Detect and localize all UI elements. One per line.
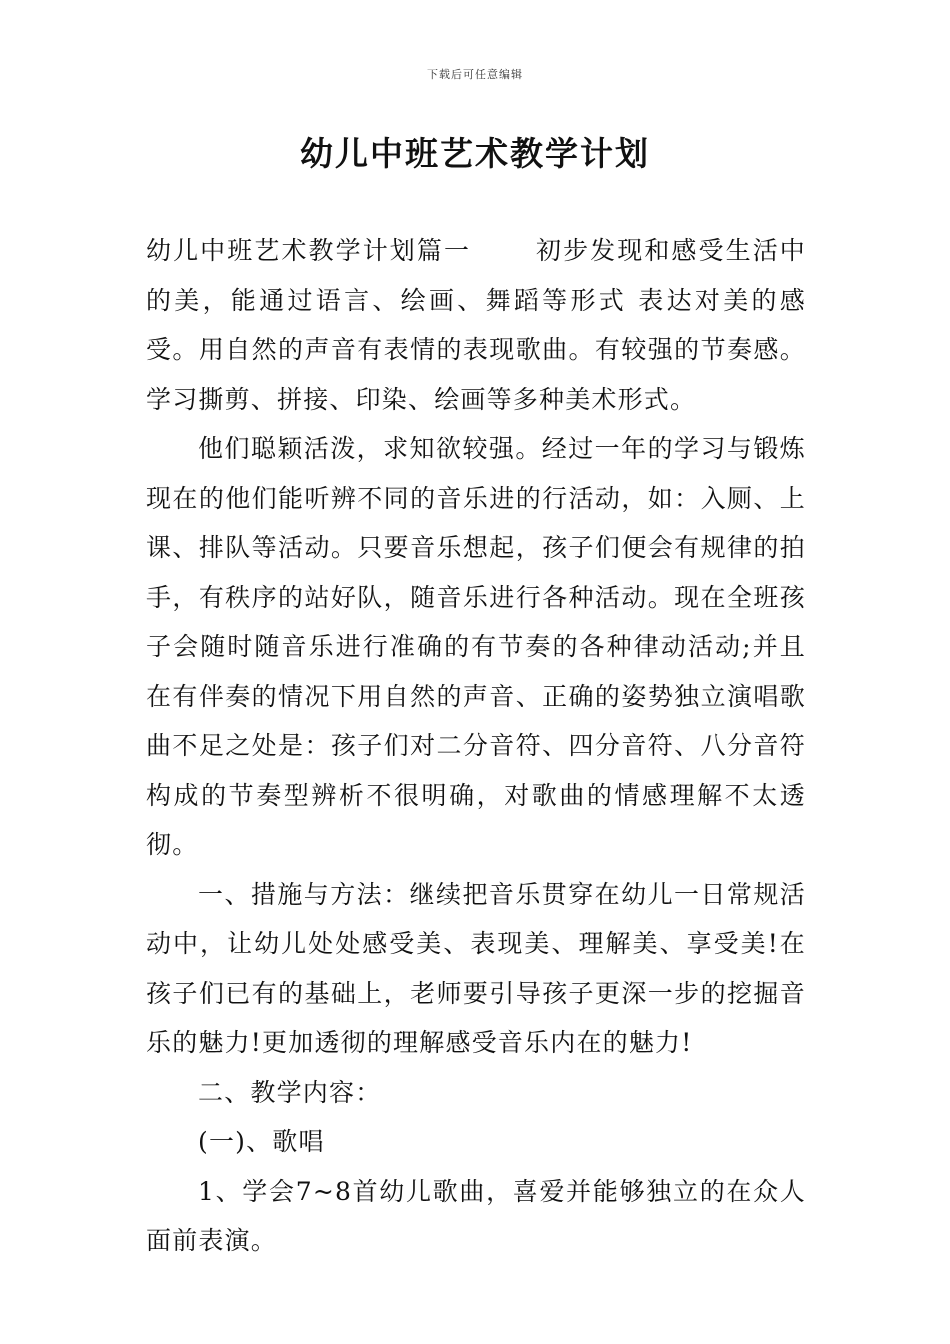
document-body <box>146 226 806 1266</box>
paragraph-4: 二、教学内容： <box>198 1077 382 1107</box>
document-title: 幼儿中班艺术教学计划 <box>300 134 650 173</box>
paragraph-6: 1、学会7~8首幼儿歌曲，喜爱并能够独立的在众人面前表演。 <box>146 1176 806 1255</box>
paragraph-1-body: 初步发现和感受生活中的美，能通过语言、绘画、舞蹈等形式 表达对美的感受。用自然的声音有表情的表现歌曲。有较强的节奏感。学习撕剪、拼接、印染、绘画等多种美术形式。 <box>146 236 806 414</box>
paragraph-1 <box>146 226 806 424</box>
paragraph-5: (一)、歌唱 <box>198 1127 325 1156</box>
paragraph-1-lead: 幼儿中班艺术教学计划篇一 <box>146 236 472 265</box>
paragraph-2: 他们聪颖活泼，求知欲较强。经过一年的学习与锻炼现在的他们能听辨不同的音乐进的行活动，如：入厕、上课、排队等活动。只要音乐想起，孩子们便会有规律的拍手，有秩序的站好队，随音乐进行各种活动。现在全班孩子会随时随音乐进行准确的有节奏的各种律动活动;并且在有伴奏的情况下用自然的声音、正确的姿势独立演唱歌曲不足之处是：孩子们对二分音符、四分音符、八分音符构成的节奏型辨析不很明确，对歌曲的情感理解不太透彻。 <box>146 434 806 859</box>
paragraph-3: 一、措施与方法：继续把音乐贯穿在幼儿一日常规活动中，让幼儿处处感受美、表现美、理解美、享受美!在孩子们已有的基础上，老师要引导孩子更深一步的挖掘音乐的魅力!更加透彻的理解感受音乐内在的魅力! <box>146 879 806 1057</box>
header-note: 下载后可任意编辑 <box>427 68 523 81</box>
